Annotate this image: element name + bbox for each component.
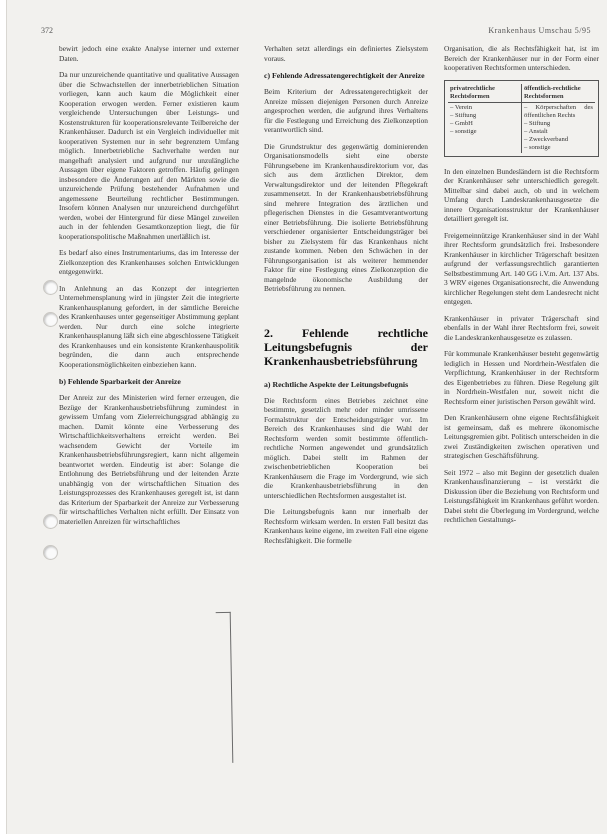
paragraph: Die Grundstruktur des gegenwärtig dominierenden Organisationsmodells sieht eine oberste Führungsebene im Krankenhausdirektorium vor, das sich aus dem ärztlichen Direktor, dem Verwaltungsdirektor und der leitenden Pflegekraft zusammensetzt. In der Krankenhausbetriebsführung sind mehrere Integration des ärztlichen und pflegerischen Dienstes in die Gesamtverantwortung einer Betriebsführung. Die isolierte Betriebsführung verschiedener organisierter Entscheidungsträger bei bisher zu Zielsystem für das Krankenhaus nicht zustande kommen. Neben den Schwächen in der Führungsorganisation ist als weiterer hemmender Faktor für eine Festlegung eines Zielkonzeption die mangelnde ökonomische Ausbildung der Betriebsführung zu nennen. [264, 141, 428, 293]
list-item: – Anstalt [524, 128, 593, 136]
paragraph: In den einzelnen Bundesländern ist die Rechtsform der Krankenhäuser sehr unterschiedlich geregelt. Mittelbar sind dabei auch, ob und in welchem Umfang durch Landeskrankenhausgesetze die innere Organisationsstruktur der Krankenhäuser detailliert geregelt ist. [444, 166, 599, 223]
table-cell-public [522, 102, 596, 153]
paragraph: Es bedarf also eines Instrumentariums, das im Interesse der Zielkonzeption des Krankenhauses solchen Entwicklungen entgegenwirkt. [59, 248, 239, 276]
scanned-page [6, 0, 607, 834]
paragraph: Für kommunale Krankenhäuser besteht gegenwärtig lediglich in Hessen und Nordrhein-Westfalen die Verpflichtung, Krankenhäuser in der Rechtsform des Eigenbetriebes zu führen. Diese Regelung gilt in Nordrhein-Westfalen nur, soweit nicht die Rechtsform einer juristischen Person gewählt wird. [444, 349, 599, 406]
page-number: 372 [41, 26, 53, 35]
punch-hole [43, 280, 58, 295]
paragraph: Krankenhäuser in privater Trägerschaft sind ebenfalls in der Wahl ihrer Rechtsform frei, soweit die Landeskrankenhausgesetze es zulassen. [444, 313, 599, 342]
list-item: – Verein [450, 104, 519, 112]
paragraph: In Anlehnung an das Konzept der integrierten Unternehmensplanung wird in jüngster Zeit die integrierte Krankenhausplanung gefordert, in der sämtliche Bereiche des Krankenhauses unter gegenseitiger Abstimmung geplant werden. Nur durch eine solche integrierte Krankenhausplanung läßt sich eine abgeschlossene Tätigkeit des Krankenhauses und ein konsistente Krankenhauspolitik begründen, die dann auch entsprechende Kooperationsmöglichkeiten einbeziehen kann. [59, 283, 239, 369]
punch-hole [43, 545, 58, 560]
punch-hole [43, 514, 58, 529]
section-heading: c) Fehlende Adressatengerechtigkeit der Anreize [264, 71, 425, 80]
paragraph: Die Leitungsbefugnis kann nur innerhalb der Rechtsform wirksam werden. In ersten Fall besitzt das Krankenhaus keine eigene, im zweiten Fall eine eigene Rechtsfähigkeit. Die formelle [264, 507, 428, 545]
running-title: Krankenhaus Umschau 5/95 [488, 26, 591, 35]
column-middle [264, 44, 428, 552]
paragraph: Den Krankenhäusern ohne eigene Rechtsfähigkeit ist gemeinsam, daß es mehrere ökonomische Leitungsgremien gibt. Politisch unterscheiden in die zwei Zuständigkeiten zwischen operativen und strategischen Geschäftsführung. [444, 413, 599, 460]
punch-hole [43, 312, 58, 327]
paragraph: Die Rechtsform eines Betriebes zeichnet eine bestimmte, gesetzlich mehr oder minder umrissene Formalstruktur der Entscheidungsträger vor. Im Bereich des Krankenhauses sind die Wahl der Rechtsform werden somit bestimmte öffentlich-rechtliche Normen angewendet und grundsätzlich möglich. Dabei stellt im Rahmen der zwischenbetrieblichen Kooperation bei Krankenhäusern die Frage im Vordergrund, wie sich die Krankenhausbetriebsführung in den unterschiedlichen Rechtsformen ausgestaltet ist. [264, 395, 428, 500]
section-heading: a) Rechtliche Aspekte der Leitungsbefugnis [264, 379, 409, 389]
paragraph: Der Anreiz zur des Ministerien wird ferner erzeugen, die Bezüge der Krankenhausbetriebsführung zumindest in gewissem Umfang vom Zielerreichungsgrad abhängig zu machen. Damit könnte eine Verbesserung des Wirtschaftlichkeitsverhaltens erreicht werden. Bei wachsendem Gewicht der Vorteile im Krankenhausbetriebsführungsregiert, kann nicht allgemein beantwortet werden. Eindeutig ist aber: Solange die Entlohnung des Betriebsführung und der leitenden Ärzte unabhängig von der wirtschaftlichen Situation des Leistungsprozesses des Krankenhauses geregelt ist, ist dann das Kriterium der Sparbarkeit der Anreize zur Verbesserung für wirtschaftliches Verhalten nicht erfüllt. Der Einsatz von materiellen Anreizen für wirtschaftliches [59, 393, 239, 526]
list-item: – sonstige [524, 144, 593, 152]
list-item: – Zweckverband [524, 136, 593, 144]
list-item: – Stiftung [524, 120, 593, 128]
section-heading: b) Fehlende Sparbarkeit der Anreize [59, 377, 181, 386]
paragraph: Beim Kriterium der Adressatengerechtigkeit der Anreize müssen diejenigen Personen durch Anreize angesprochen werden, die aufgrund ihres Verhaltens für die Festlegung und Erreichung des Zielkonzeption verantwortlich sind. [264, 87, 428, 134]
column-right [444, 44, 599, 532]
list-item: – sonstige [450, 128, 519, 136]
list-item: – Körperschaften des öffentlichen Rechts [524, 104, 593, 120]
list-item: – GmbH [450, 120, 519, 128]
paragraph: Organisation, die als Rechtsfähigkeit hat, ist im Bereich der Krankenhäuser nur in der Form einer kooperativen Rechtsformen unterschieden. [444, 44, 599, 72]
paragraph: bewirt jedoch eine exakte Analyse interner und externer Daten. [59, 44, 239, 63]
page-header [41, 26, 591, 40]
column-left [59, 44, 239, 533]
table-header-private: privatrechtliche Rechtsformen [448, 84, 522, 103]
paragraph: Da nur unzureichende quantitative und qualitative Aussagen über die Schwachstellen der innerbetrieblichen Situation vorliegen, kann auch kaum die Möglichkeit einer Kooperation erwogen werden. Ferner existieren kaum vergleichende Untersuchungen über Leistungs- und Kostenstrukturen für kooperationsrelevante Teilbereiche der Krankenhäuser. Dadurch ist ein Vergleich individueller mit kooperativen Systemen nur in sehr begrenztem Umfang möglich. Innerbetriebliche Sachverhalte werden nur mangelhaft analysiert und aufgrund nur unzulängliche Aussagen über eigene Faktoren getroffen. Häufig gelingen insbesondere die Änderungen auf den Märkten sowie die unzureichende Prüfung bestehender Aufnahmen und angemessene Beurteilung rechtlicher Bestimmungen. Insofern können Analysen nur unzureichend durchgeführt werden, wobei der Hintergrund für diese Mängel zuweilen auch in der fehlenden Gesamtkonzeption liegt, die für kooperationspolitische Maßnahmen unerläßlich ist. [59, 70, 239, 241]
legal-forms-table [444, 80, 599, 157]
table-cell-private [448, 102, 522, 153]
table-header-public: öffentlich-rechtliche Rechtsformen [522, 84, 596, 103]
paragraph: Verhalten setzt allerdings ein definiertes Zielsystem voraus. [264, 44, 428, 63]
paragraph: Seit 1972 – also mit Beginn der gesetzlich dualen Krankenhausfinanzierung – ist verstärkt die Diskussion über die Beziehung von Rechtsform und Leistungsfähigkeit im Krankenhaus geführt worden. Dabei steht die Überlegung im Vordergrund, welche rechtlichen Gestaltungs- [444, 467, 599, 524]
chapter-heading: 2. Fehlende rechtliche Leitungsbefugnis der Krankenhausbetriebsführung [264, 325, 428, 368]
handwritten-margin-mark [216, 612, 234, 763]
list-item: – Stiftung [450, 112, 519, 120]
paragraph: Freigemeinnützige Krankenhäuser sind in der Wahl ihrer Rechtsform grundsätzlich frei. Insbesondere Krankenhäuser in kirchlicher Trägerschaft besitzen aufgrund der verfassungsrechtlich garantierten Selbstbestimmung Art. 140 GG i.V.m. Art. 137 Abs. 3 WRV eigenes Organisationsrecht, die Anwendung kirchlicher Regelungen steht dem Landesrecht nicht entgegen. [444, 230, 599, 306]
